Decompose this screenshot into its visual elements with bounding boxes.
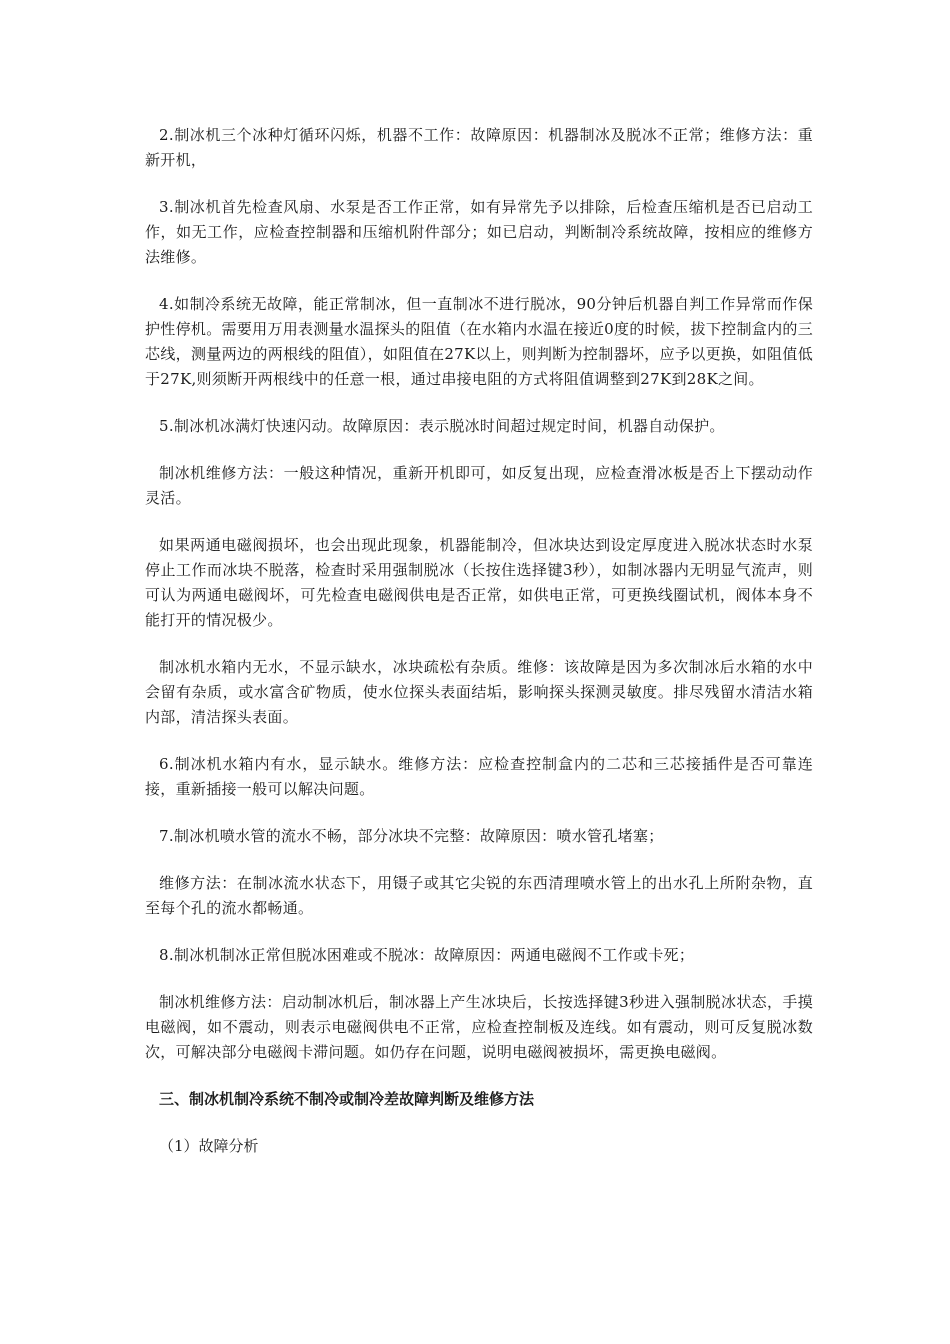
sub-heading: （1）故障分析 <box>159 1137 259 1155</box>
paragraph-repair-restart: 制冰机维修方法：一般这种情况，重新开机即可，如反复出现，应检查滑冰板是否上下摆动动作灵活。 <box>145 464 813 507</box>
document-body <box>145 123 813 1159</box>
paragraph-4-no-deicing: 4.如制冷系统无故障，能正常制冰，但一直制冰不进行脱冰，90分钟后机器自判工作异常而作保护性停机。需要用万用表测量水温探头的阻值（在水箱内水温在接近0度的时候，拔下控制盒内的三芯线，测量两边的两根线的阻值），如阻值在27K以上，则判断为控制器坏，应予以更换，如阻值低于27K,则须断开两根线中的任意一根，通过串接电阻的方式将阻值调整到27K到28K之间。 <box>145 295 813 388</box>
paragraph-no-water-no-alarm: 制冰机水箱内无水，不显示缺水，冰块疏松有杂质。维修：该故障是因为多次制冰后水箱的水中会留有杂质，或水富含矿物质，使水位探头表面结垢，影响探头探测灵敏度。排尽残留水清洁水箱内部，清洁探头表面。 <box>145 658 813 726</box>
paragraph-6-water-shortage-shown: 6.制冰机水箱内有水，显示缺水。维修方法：应检查控制盒内的二芯和三芯接插件是否可靠连接，重新插接一般可以解决问题。 <box>145 755 813 798</box>
paragraph-solenoid-repair: 制冰机维修方法：启动制冰机后，制冰器上产生冰块后，长按选择键3秒进入强制脱冰状态，手摸电磁阀，如不震动，则表示电磁阀供电不正常，应检查控制板及连线。如有震动，则可反复脱冰数次，可解决部分电磁阀卡滞问题。如仍存在问题，说明电磁阀被损坏，需更换电磁阀。 <box>145 993 813 1061</box>
paragraph-3-check-fan-pump: 3.制冰机首先检查风扇、水泵是否工作正常，如有异常先予以排除，后检查压缩机是否已启动工作，如无工作，应检查控制器和压缩机附件部分；如已启动，判断制冷系统故障，按相应的维修方法维修。 <box>145 198 813 266</box>
paragraph-5-full-light-flashing: 5.制冰机冰满灯快速闪动。故障原因：表示脱冰时间超过规定时间，机器自动保护。 <box>159 417 725 435</box>
paragraph-spray-pipe-repair: 维修方法：在制冰流水状态下，用镊子或其它尖锐的东西清理喷水管上的出水孔上所附杂物，直至每个孔的流水都畅通。 <box>145 874 813 917</box>
paragraph-8-deicing-difficult: 8.制冰机制冰正常但脱冰困难或不脱冰：故障原因：两通电磁阀不工作或卡死； <box>159 946 695 964</box>
section-heading: 三、制冰机制冷系统不制冷或制冷差故障判断及维修方法 <box>159 1090 535 1108</box>
paragraph-2-ice-lights-blinking: 2.制冰机三个冰种灯循环闪烁，机器不工作：故障原因：机器制冰及脱冰不正常；维修方法：重新开机， <box>145 126 813 169</box>
paragraph-solenoid-valve: 如果两通电磁阀损坏，也会出现此现象，机器能制冷，但冰块达到设定厚度进入脱冰状态时水泵停止工作而冰块不脱落，检查时采用强制脱冰（长按住选择键3秒），如制冰器内无明显气流声，则可认为两通电磁阀坏，可先检查电磁阀供电是否正常，如供电正常，可更换线圈试机，阀体本身不能打开的情况极少。 <box>145 536 813 629</box>
paragraph-7-spray-pipe-blocked: 7.制冰机喷水管的流水不畅，部分冰块不完整：故障原因：喷水管孔堵塞； <box>159 827 664 845</box>
